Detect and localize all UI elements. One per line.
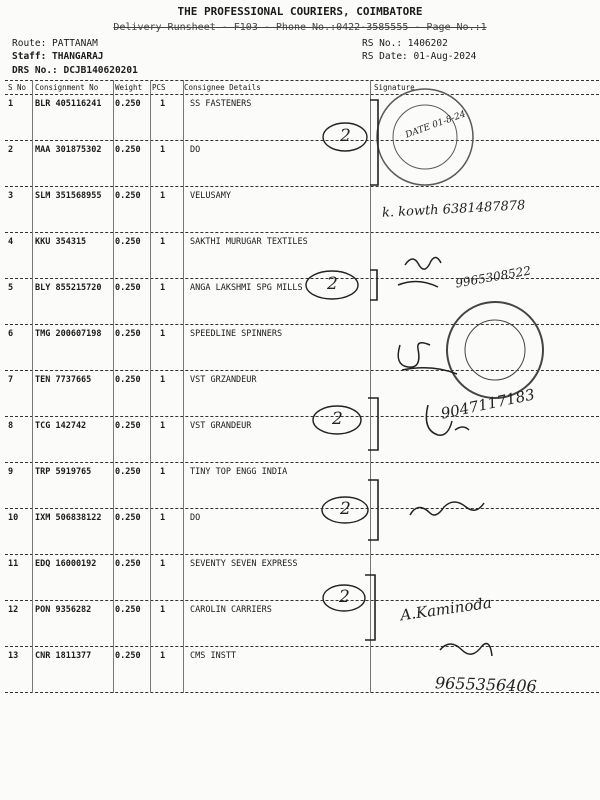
circled-count: 2 [339, 587, 350, 607]
row-weight: 0.250 [115, 191, 141, 201]
row-weight: 0.250 [115, 237, 141, 247]
bracket-marks [365, 100, 378, 640]
row-sno: 9 [8, 467, 14, 477]
row-consignee: ANGA LAKSHMI SPG MILLS [190, 283, 303, 293]
row-consignment: TCG 142742 [35, 421, 87, 431]
row-consignment: BLY 855215720 [35, 283, 102, 293]
row-pcs: 1 [160, 237, 166, 247]
row-sno: 11 [8, 559, 19, 569]
row-weight: 0.250 [115, 99, 141, 109]
staff-label: Staff: THANGARAJ [12, 51, 104, 62]
company-title: THE PROFESSIONAL COURIERS, COIMBATORE [177, 5, 423, 18]
row-sno: 7 [8, 375, 14, 385]
rs-date: RS Date: 01-Aug-2024 [362, 51, 477, 62]
row-weight: 0.250 [115, 651, 141, 661]
row-consignee: VST GRZANDEUR [190, 375, 257, 385]
col-weight: Weight [115, 83, 143, 92]
phone-row5: 9965308522 [454, 263, 532, 291]
col-consignee: Consignee Details [184, 83, 261, 92]
circled-count: 2 [340, 499, 351, 519]
row-weight: 0.250 [115, 145, 141, 155]
col-signature: Signature [374, 83, 415, 92]
col-consignment: Consignment No [35, 83, 99, 92]
phone-row8: 9047117183 [439, 385, 537, 423]
row-consignment: BLR 405116241 [35, 99, 102, 109]
row-consignee: SEVENTY SEVEN EXPRESS [190, 559, 298, 569]
row-weight: 0.250 [115, 559, 141, 569]
stamp-date: DATE 01-8-24 [404, 109, 468, 141]
row-sno: 5 [8, 283, 14, 293]
circled-count: 2 [340, 126, 351, 146]
row-sno: 2 [8, 145, 14, 155]
row-consignment: TEN 7737665 [35, 375, 92, 385]
row-consignee: DO [190, 145, 201, 155]
row-sno: 13 [8, 651, 19, 661]
circled-count: 2 [332, 409, 343, 429]
phone-row13: 9655356406 [434, 673, 538, 696]
row-pcs: 1 [160, 467, 166, 477]
row-consignment: TRP 5919765 [35, 467, 92, 477]
row-sno: 4 [8, 237, 14, 247]
row-pcs: 1 [160, 375, 166, 385]
row-consignment: MAA 301875302 [35, 145, 102, 155]
col-pcs: PCS [152, 83, 166, 92]
row-consignment: KKU 354315 [35, 237, 87, 247]
row-pcs: 1 [160, 329, 166, 339]
row-consignment: IXM 506838122 [35, 513, 102, 523]
row-weight: 0.250 [115, 421, 141, 431]
row-sno: 8 [8, 421, 14, 431]
row-consignee: TINY TOP ENGG INDIA [190, 467, 288, 477]
signature-row3: k. kowth 6381487878 [381, 198, 526, 221]
row-consignee: VST GRANDEUR [190, 421, 252, 431]
row-consignment: EDQ 16000192 [35, 559, 97, 569]
row-pcs: 1 [160, 651, 166, 661]
row-weight: 0.250 [115, 513, 141, 523]
row-pcs: 1 [160, 283, 166, 293]
row-consignee: CMS INSTT [190, 651, 237, 661]
row-consignment: SLM 351568955 [35, 191, 102, 201]
row-sno: 10 [8, 513, 19, 523]
drs-number: DRS No.: DCJB140620201 [12, 65, 138, 76]
row-weight: 0.250 [115, 467, 141, 477]
row-consignee: DO [190, 513, 201, 523]
row-sno: 12 [8, 605, 19, 615]
row-sno: 6 [8, 329, 14, 339]
round-seal [447, 302, 543, 398]
row-pcs: 1 [160, 559, 166, 569]
row-consignment: TMG 200607198 [35, 329, 102, 339]
row-weight: 0.250 [115, 375, 141, 385]
row-weight: 0.250 [115, 283, 141, 293]
row-consignee: SAKTHI MURUGAR TEXTILES [190, 237, 308, 247]
row-sno: 3 [8, 191, 14, 201]
row-consignment: PON 9356282 [35, 605, 92, 615]
row-consignment: CNR 1811377 [35, 651, 92, 661]
col-sno: S No [8, 83, 27, 92]
row-weight: 0.250 [115, 605, 141, 615]
row-pcs: 1 [160, 191, 166, 201]
company-stamp [377, 89, 473, 185]
row-weight: 0.250 [115, 329, 141, 339]
circled-count: 2 [327, 274, 338, 294]
runsheet-subtitle: Delivery Runsheet - F103 - Phone No.:0422-3585555 - Page No.:1 [113, 22, 487, 33]
row-pcs: 1 [160, 421, 166, 431]
row-consignee: CAROLIN CARRIERS [190, 605, 272, 615]
row-consignee: SS FASTENERS [190, 99, 252, 109]
circled-count-marks [306, 123, 368, 611]
row-pcs: 1 [160, 145, 166, 155]
row-pcs: 1 [160, 513, 166, 523]
signature-row11: A.Kaminoda [399, 593, 493, 625]
rs-number: RS No.: 1406202 [362, 38, 448, 49]
row-consignee: VELUSAMY [190, 191, 231, 201]
row-consignee: SPEEDLINE SPINNERS [190, 329, 283, 339]
route-label: Route: PATTANAM [12, 38, 98, 49]
row-pcs: 1 [160, 605, 166, 615]
row-sno: 1 [8, 99, 14, 109]
row-pcs: 1 [160, 99, 166, 109]
